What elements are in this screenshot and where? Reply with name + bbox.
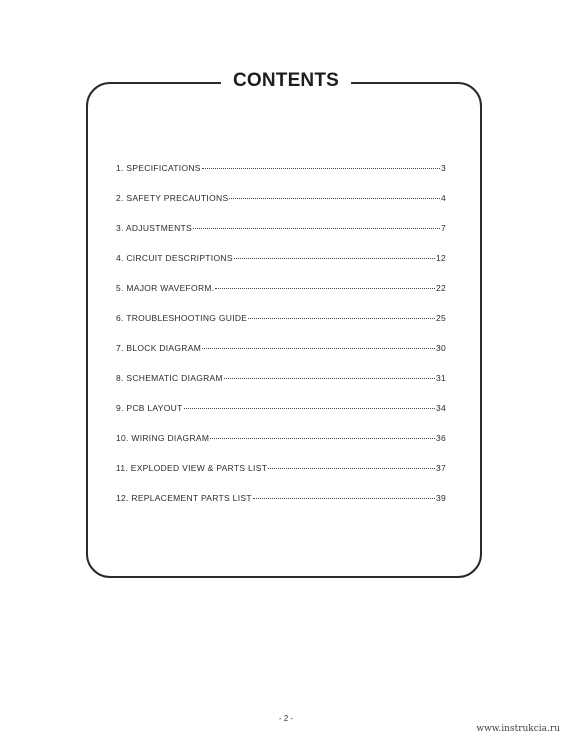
toc-item-label: 4. CIRCUIT DESCRIPTIONS [116,253,233,263]
title-container [0,70,572,92]
toc-leader-dots [184,408,435,409]
toc-item-label: 12. REPLACEMENT PARTS LIST [116,493,252,503]
toc-item[interactable] [116,493,446,523]
toc-item[interactable] [116,403,446,433]
toc-item-page: 36 [435,433,446,443]
toc-leader-dots [202,168,440,169]
toc-item-page: 3 [440,163,446,173]
table-of-contents [116,163,446,523]
toc-item[interactable] [116,373,446,403]
toc-item[interactable] [116,433,446,463]
toc-item[interactable] [116,343,446,373]
toc-leader-dots [202,348,435,349]
toc-item-label: 9. PCB LAYOUT [116,403,183,413]
toc-item-label: 2. SAFETY PRECAUTIONS [116,193,229,203]
toc-leader-dots [268,468,435,469]
toc-item-page: 37 [435,463,446,473]
toc-item-label: 3. ADJUSTMENTS [116,223,192,233]
toc-item-label: 7. BLOCK DIAGRAM [116,343,202,353]
toc-item-page: 12 [435,253,446,263]
toc-leader-dots [248,318,435,319]
toc-leader-dots [193,228,440,229]
toc-item-page: 30 [435,343,446,353]
toc-item-label: 10. WIRING DIAGRAM [116,433,210,443]
toc-leader-dots [215,288,435,289]
toc-item[interactable] [116,313,446,343]
toc-item-page: 4 [440,193,446,203]
toc-item[interactable] [116,223,446,253]
toc-item-page: 25 [435,313,446,323]
page-number: - 2 - [278,714,294,723]
toc-item-page: 34 [435,403,446,413]
toc-item-label: 6. TROUBLESHOOTING GUIDE [116,313,248,323]
toc-item[interactable] [116,193,446,223]
toc-leader-dots [253,498,435,499]
toc-item-page: 31 [435,373,446,383]
toc-leader-dots [224,378,435,379]
page-title: CONTENTS [221,70,351,92]
toc-leader-dots [234,258,435,259]
toc-item-label: 1. SPECIFICATIONS [116,163,201,173]
toc-item-page: 22 [435,283,446,293]
watermark: www.instrukcia.ru [476,724,560,734]
toc-item-page: 7 [440,223,446,233]
toc-item[interactable] [116,163,446,193]
toc-item-page: 39 [435,493,446,503]
toc-item-label: 8. SCHEMATIC DIAGRAM [116,373,223,383]
toc-item[interactable] [116,463,446,493]
toc-leader-dots [210,438,435,439]
toc-item-label: 11. EXPLODED VIEW & PARTS LIST [116,463,268,473]
toc-item[interactable] [116,283,446,313]
toc-item[interactable] [116,253,446,283]
toc-leader-dots [229,198,440,199]
toc-item-label: 5. MAJOR WAVEFORM. [116,283,215,293]
